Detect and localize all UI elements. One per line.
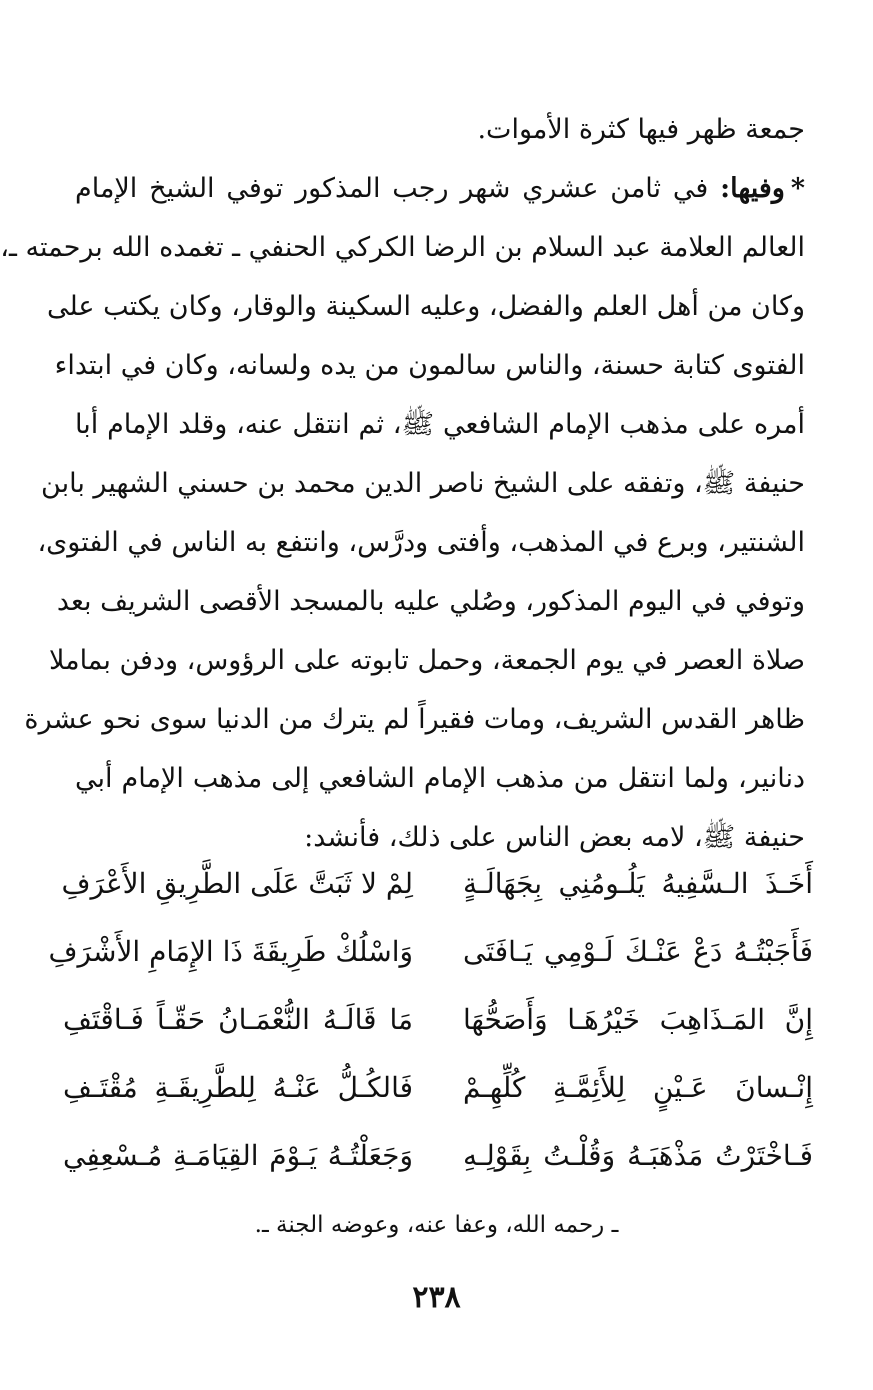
prose-line: الفتوى كتابة حسنة، والناس سالمون من يده ولسانه، وكان في ابتداء <box>54 350 805 381</box>
poem-verse <box>63 1054 813 1122</box>
verse-first-half: إِنْـسانَ عَـيْنٍ لِلأَئِمَّـةِ كُلِّهِـمْ <box>463 1071 813 1104</box>
verse-second-half: لِمْ لا ثَبَتَّ عَلَى الطَّرِيقِ الأَعْرَفِ <box>61 867 413 900</box>
verse-second-half: وَجَعَلْتُـهُ يَـوْمَ القِيَامَـةِ مُـسْعِفِي <box>63 1139 413 1172</box>
prose-line: حنيفة ﷺ، لامه بعض الناس على ذلك، فأنشد: <box>304 822 805 853</box>
verse-first-half: فَأَجَبْتُـهُ دَعْ عَنْـكَ لَـوْمِي يَـافَتَى <box>463 935 813 968</box>
poem-verse <box>48 918 813 986</box>
poem-verse <box>63 1122 813 1190</box>
verse-first-half: إِنَّ المَـذَاهِبَ خَيْرُهَـا وَأَصَحُّهَا <box>463 1003 813 1036</box>
verse-first-half: أَخَـذَ الـسَّفِيهُ يَلُـومُنِي بِجَهَالَـةٍ <box>463 867 813 900</box>
paragraph-first-line <box>75 159 805 218</box>
prose-line: وكان من أهل العلم والفضل، وعليه السكينة والوقار، وكان يكتب على <box>46 291 805 322</box>
prose-body <box>0 100 805 867</box>
prose-line: أمره على مذهب الإمام الشافعي ﷺ، ثم انتقل عنه، وقلد الإمام أبا <box>75 409 805 440</box>
paragraph-lead-word: وفيها: <box>720 173 785 204</box>
verse-second-half: مَا قَالَـهُ النُّعْمَـانُ حَقّـاً فَـاقْتَفِ <box>63 1003 413 1036</box>
prose-line: دنانير، ولما انتقل من مذهب الإمام الشافعي إلى مذهب الإمام أبي <box>75 763 805 794</box>
asterisk-bullet-icon: * <box>790 173 805 204</box>
prose-line: ظاهر القدس الشريف، ومات فقيراً لم يترك من الدنيا سوى نحو عشرة <box>24 704 805 735</box>
verse-second-half: فَالكُـلُّ عَنْـهُ لِلطَّرِيقَـةِ مُقْتَـفِ <box>63 1071 413 1104</box>
poem-verse <box>63 986 813 1054</box>
page-number: ٢٣٨ <box>412 1280 461 1315</box>
prose-line: صلاة العصر في يوم الجمعة، وحمل تابوته على الرؤوس، ودفن بماملا <box>49 645 805 676</box>
prose-line: العالم العلامة عبد السلام بن الرضا الكركي الحنفي ـ تغمده الله برحمته ـ، <box>0 232 805 263</box>
verse-first-half: فَـاخْتَرْتُ مَذْهَبَـهُ وَقُلْـتُ بِقَوْلِـهِ <box>463 1139 813 1172</box>
prose-line: الشنتير، وبرع في المذهب، وأفتى ودرَّس، وانتفع به الناس في الفتوى، <box>37 527 805 558</box>
prose-line-rest: في ثامن عشري شهر رجب المذكور توفي الشيخ الإمام <box>75 173 709 204</box>
poem <box>48 850 813 1190</box>
prose-line: جمعة ظهر فيها كثرة الأموات. <box>477 114 805 145</box>
prose-line: حنيفة ﷺ، وتفقه على الشيخ ناصر الدين محمد بن حسني الشهير بابن <box>41 468 805 499</box>
prose-line: وتوفي في اليوم المذكور، وصُلي عليه بالمسجد الأقصى الشريف بعد <box>56 586 805 617</box>
closing-prayer: ـ رحمه الله، وعفا عنه، وعوضه الجنة ـ. <box>254 1212 619 1238</box>
verse-second-half: وَاسْلُكْ طَرِيقَةَ ذَا الإِمَامِ الأَشْرَفِ <box>48 935 413 968</box>
poem-verse <box>63 850 813 918</box>
